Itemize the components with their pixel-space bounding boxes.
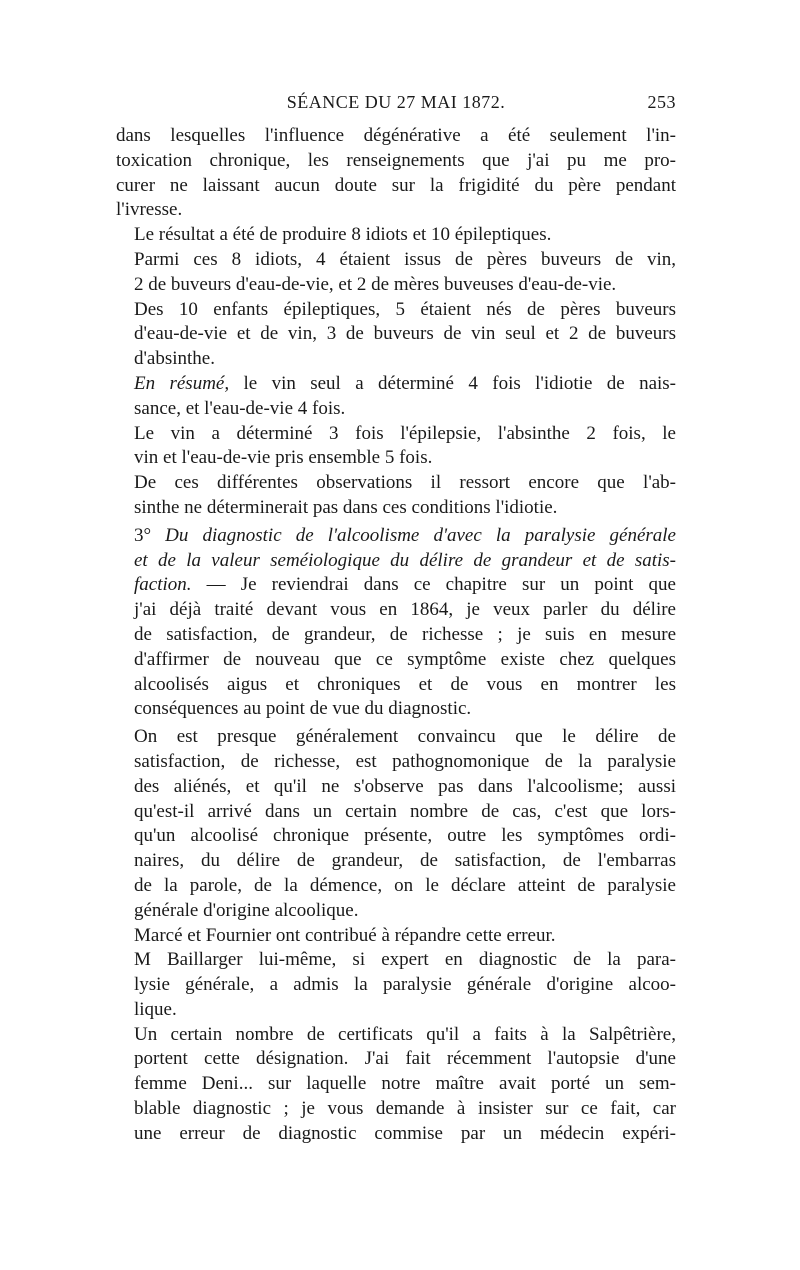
text-line: De ces différentes observations il ressort encore que l'ab- [134,472,676,494]
text-line: sance, et l'eau-de-vie 4 fois. [134,397,346,419]
paragraph-6 [116,422,676,472]
paragraph-9 [116,725,676,923]
paragraph-3 [116,248,676,298]
text-line: vin et l'eau-de-vie pris ensemble 5 fois. [134,447,433,469]
italic-lead: En résumé, [134,372,230,394]
text-line: Le résultat a été de produire 8 idiots et 10 épileptiques. [134,224,552,246]
text-line: des aliénés, et qu'il ne s'observe pas dans l'alcoolisme; aussi [134,775,676,797]
text-line: lique. [134,998,177,1020]
paragraph-1 [116,124,676,223]
paragraph-12 [116,1023,676,1147]
paragraph-5 [116,372,676,422]
text-line: d'absinthe. [134,348,215,370]
text-line: Des 10 enfants épileptiques, 5 étaient nés de pères buveurs [134,298,676,320]
text-line [116,372,676,397]
text-line: portent cette désignation. J'ai fait récemment l'autopsie d'une [134,1048,676,1070]
paragraph-section-3 [116,524,676,722]
text-line [116,573,676,598]
paragraph-4 [116,298,676,372]
text-line: curer ne laissant aucun doute sur la frigidité du père pendant [116,174,676,196]
text-line: blable diagnostic ; je vous demande à insister sur ce fait, car [134,1098,676,1120]
section-title: Du diagnostic de l'alcoolisme d'avec la paralysie générale [165,524,676,546]
page-number: 253 [647,92,676,112]
text-line: Le vin a déterminé 3 fois l'épilepsie, l'absinthe 2 fois, le [134,422,676,444]
running-header [116,88,676,118]
text-line: dans lesquelles l'influence dégénérative a été seulement l'in- [116,125,676,146]
text-line: M Baillarger lui-même, si expert en diagnostic de la para- [134,949,676,971]
text-line: Marcé et Fournier ont contribué à répandre cette erreur. [134,924,556,946]
book-page [116,88,676,1147]
section-number: 3° [134,524,166,546]
text-line: de satisfaction, de grandeur, de richesse ; je suis en mesure [134,623,676,645]
text-line: j'ai déjà traité devant vous en 1864, je veux parler du délire [134,599,676,621]
text-line: Un certain nombre de certificats qu'il a faits à la Salpêtrière, [134,1023,676,1045]
text-line: d'eau-de-vie et de vin, 3 de buveurs de vin seul et 2 de buveurs [134,323,676,345]
text-line: naires, du délire de grandeur, de satisfaction, de l'embarras [134,850,676,872]
text-line: satisfaction, de richesse, est pathognomonique de la paralysie [134,750,676,772]
text-line: Parmi ces 8 idiots, 4 étaient issus de pères buveurs de vin, [134,248,676,270]
text-line: lysie générale, a admis la paralysie générale d'origine alcoo- [134,974,676,996]
paragraph-7 [116,471,676,521]
section-title-line: et de la valeur seméiologique du délire de grandeur et de satis- [134,549,676,571]
text-line: toxication chronique, les renseignements que j'ai pu me pro- [116,149,676,171]
text-fragment: — Je reviendrai dans ce chapitre sur un point que [191,574,676,596]
paragraph-11 [116,948,676,1022]
session-title: SÉANCE DU 27 MAI 1872. [286,92,506,112]
text-line: qu'un alcoolisé chronique présente, outre les symptômes ordi- [134,825,676,847]
paragraph-2 [116,223,676,248]
text-line: de la parole, de la démence, on le déclare atteint de paralysie [134,874,676,896]
text-line: l'ivresse. [116,199,183,221]
text-line: d'affirmer de nouveau que ce symptôme existe chez quelques [134,648,676,670]
text-line: une erreur de diagnostic commise par un médecin expéri- [134,1122,676,1144]
section-heading-line [116,524,676,549]
text-line: qu'est-il arrivé dans un certain nombre de cas, c'est que lors- [134,800,676,822]
text-line: 2 de buveurs d'eau-de-vie, et 2 de mères buveuses d'eau-de-vie. [134,273,617,295]
text-line: alcoolisés aigus et chroniques et de vous en montrer les [134,673,676,695]
body-text [116,124,676,1147]
text-line: femme Deni... sur laquelle notre maître avait porté un sem- [134,1073,676,1095]
section-title-end: faction. [134,574,192,596]
text-line: générale d'origine alcoolique. [134,899,359,921]
text-line: sinthe ne déterminerait pas dans ces conditions l'idiotie. [134,496,558,518]
text-fragment: le vin seul a déterminé 4 fois l'idiotie de nais- [229,372,676,394]
paragraph-10 [116,924,676,949]
text-line: conséquences au point de vue du diagnostic. [134,698,472,720]
text-line: On est presque généralement convaincu que le délire de [134,726,676,748]
